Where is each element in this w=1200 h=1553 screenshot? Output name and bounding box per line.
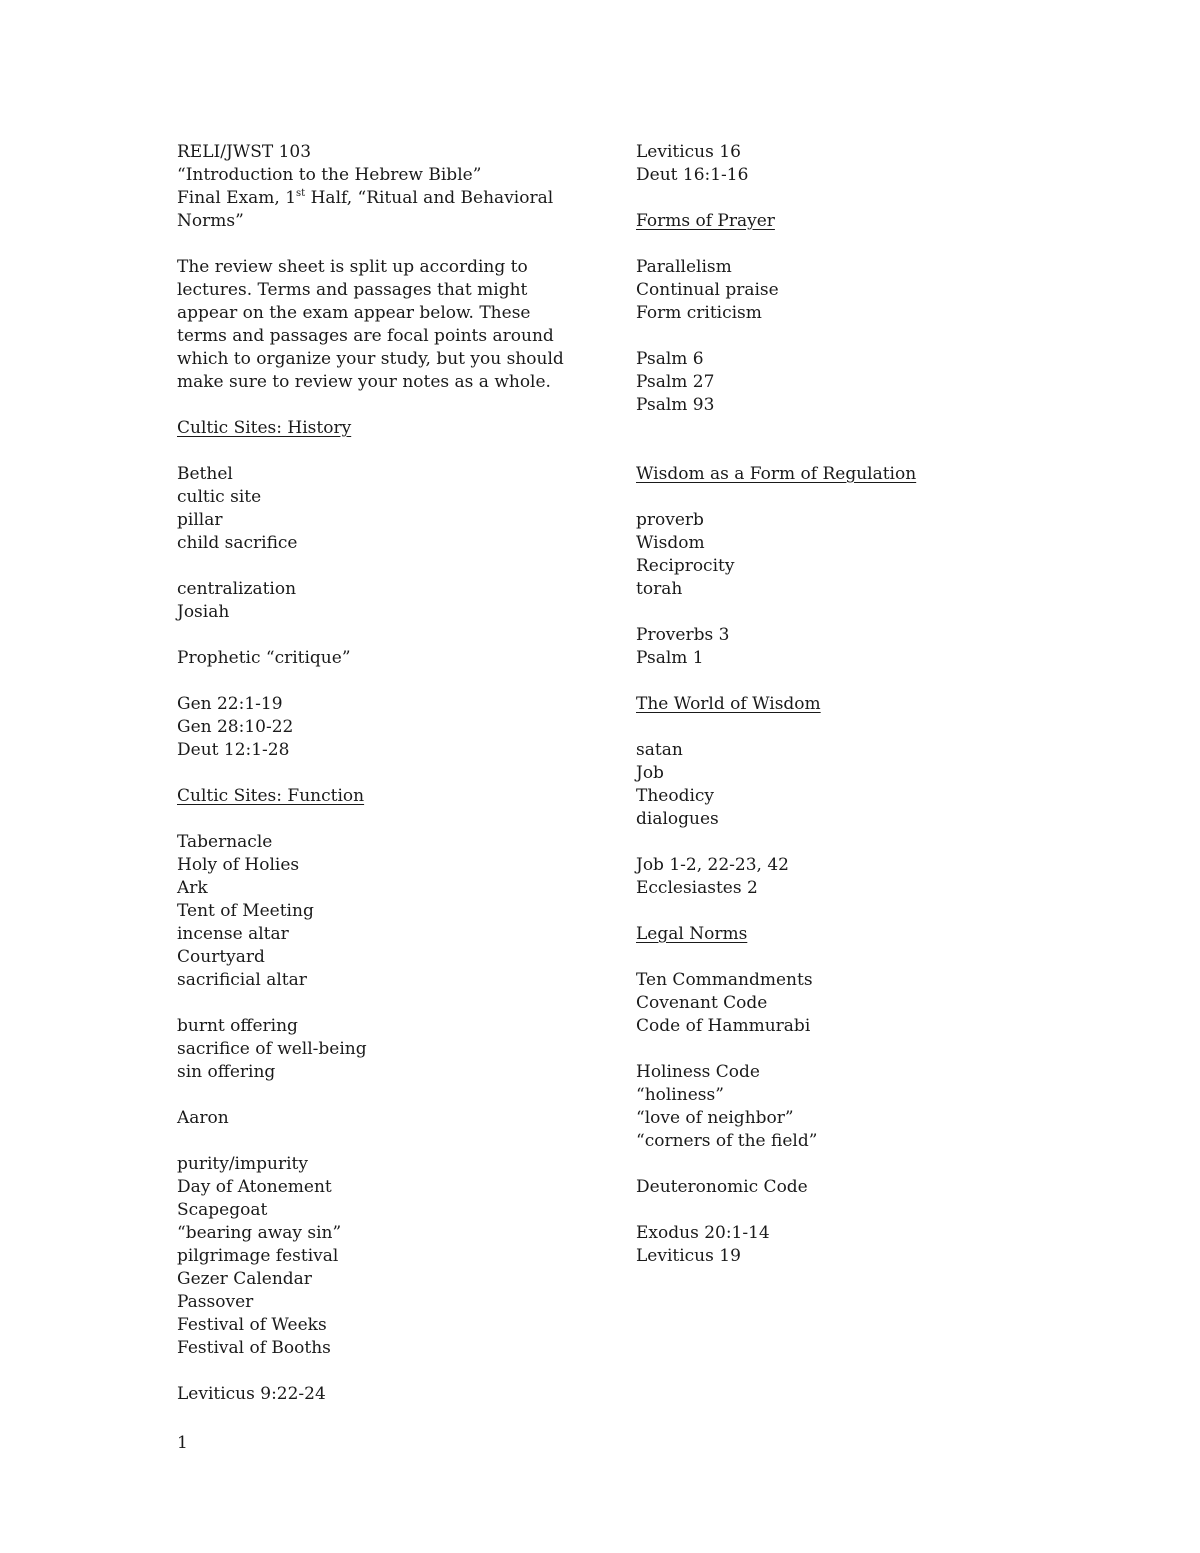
term: Ten Commandments [636,970,813,990]
page-number: 1 [177,1433,188,1453]
passage: Exodus 20:1-14 [636,1223,770,1243]
intro-line: lectures. Terms and passages that might [177,280,528,300]
term: pillar [177,510,223,530]
passage: Leviticus 19 [636,1246,741,1266]
section-heading-cultic-function: Cultic Sites: Function [177,786,365,806]
term: incense altar [177,924,289,944]
course-code: RELI/JWST 103 [177,142,312,162]
term: sacrifice of well-being [177,1039,367,1059]
term: Wisdom [636,533,705,553]
intro-line: The review sheet is split up according to [177,257,528,277]
term: Josiah [177,602,230,622]
term: Aaron [177,1108,229,1128]
passage: Gen 28:10-22 [177,717,294,737]
term: Festival of Booths [177,1338,331,1358]
intro-line: which to organize your study, but you should [177,349,564,369]
section-heading-wisdom-regulation: Wisdom as a Form of Regulation [636,464,917,484]
term: burnt offering [177,1016,298,1036]
passage: Deut 16:1-16 [636,165,749,185]
section-heading-prayer: Forms of Prayer [636,211,775,231]
passage: Proverbs 3 [636,625,730,645]
term: “bearing away sin” [177,1223,342,1243]
term: Scapegoat [177,1200,268,1220]
term: sin offering [177,1062,276,1082]
left-column [177,141,577,1406]
term: pilgrimage festival [177,1246,339,1266]
passage: Psalm 27 [636,372,715,392]
term: Form criticism [636,303,762,323]
term: “holiness” [636,1085,724,1105]
term: Courtyard [177,947,265,967]
intro-line: terms and passages are focal points around [177,326,554,346]
term: Holiness Code [636,1062,760,1082]
term: Deuteronomic Code [636,1177,808,1197]
term: Job [636,763,664,783]
passage: Leviticus 9:22-24 [177,1384,326,1404]
intro-line: make sure to review your notes as a whole. [177,372,551,392]
term: Continual praise [636,280,779,300]
term: Ark [177,878,208,898]
passage: Psalm 93 [636,395,715,415]
term: Prophetic “critique” [177,648,351,668]
term: cultic site [177,487,262,507]
right-column [636,141,1036,1268]
term: dialogues [636,809,719,829]
term: Covenant Code [636,993,768,1013]
term: proverb [636,510,704,530]
section-heading-legal-norms: Legal Norms [636,924,748,944]
term: satan [636,740,683,760]
term: Festival of Weeks [177,1315,327,1335]
term: centralization [177,579,297,599]
term: Tabernacle [177,832,273,852]
term: Holy of Holies [177,855,300,875]
course-title: “Introduction to the Hebrew Bible” [177,165,482,185]
term: Parallelism [636,257,732,277]
term: Reciprocity [636,556,735,576]
term: Day of Atonement [177,1177,332,1197]
passage: Psalm 1 [636,648,704,668]
term: Code of Hammurabi [636,1016,811,1036]
term: Gezer Calendar [177,1269,312,1289]
intro-paragraph [177,256,577,394]
passage: Leviticus 16 [636,142,741,162]
intro-line: appear on the exam appear below. These [177,303,531,323]
term: Tent of Meeting [177,901,314,921]
passage: Deut 12:1-28 [177,740,290,760]
term: “love of neighbor” [636,1108,794,1128]
term: purity/impurity [177,1154,308,1174]
term: “corners of the field” [636,1131,818,1151]
passage: Ecclesiastes 2 [636,878,758,898]
term: Bethel [177,464,233,484]
section-heading-world-of-wisdom: The World of Wisdom [636,694,821,714]
passage: Job 1-2, 22-23, 42 [636,855,789,875]
term: Passover [177,1292,254,1312]
exam-title: Final Exam, 1st Half, “Ritual and Behavioral [177,188,554,208]
passage: Gen 22:1-19 [177,694,283,714]
exam-title-cont: Norms” [177,211,244,231]
term: torah [636,579,683,599]
passage: Psalm 6 [636,349,704,369]
term: sacrificial altar [177,970,307,990]
term: child sacrifice [177,533,298,553]
section-heading-cultic-history: Cultic Sites: History [177,418,352,438]
term: Theodicy [636,786,715,806]
